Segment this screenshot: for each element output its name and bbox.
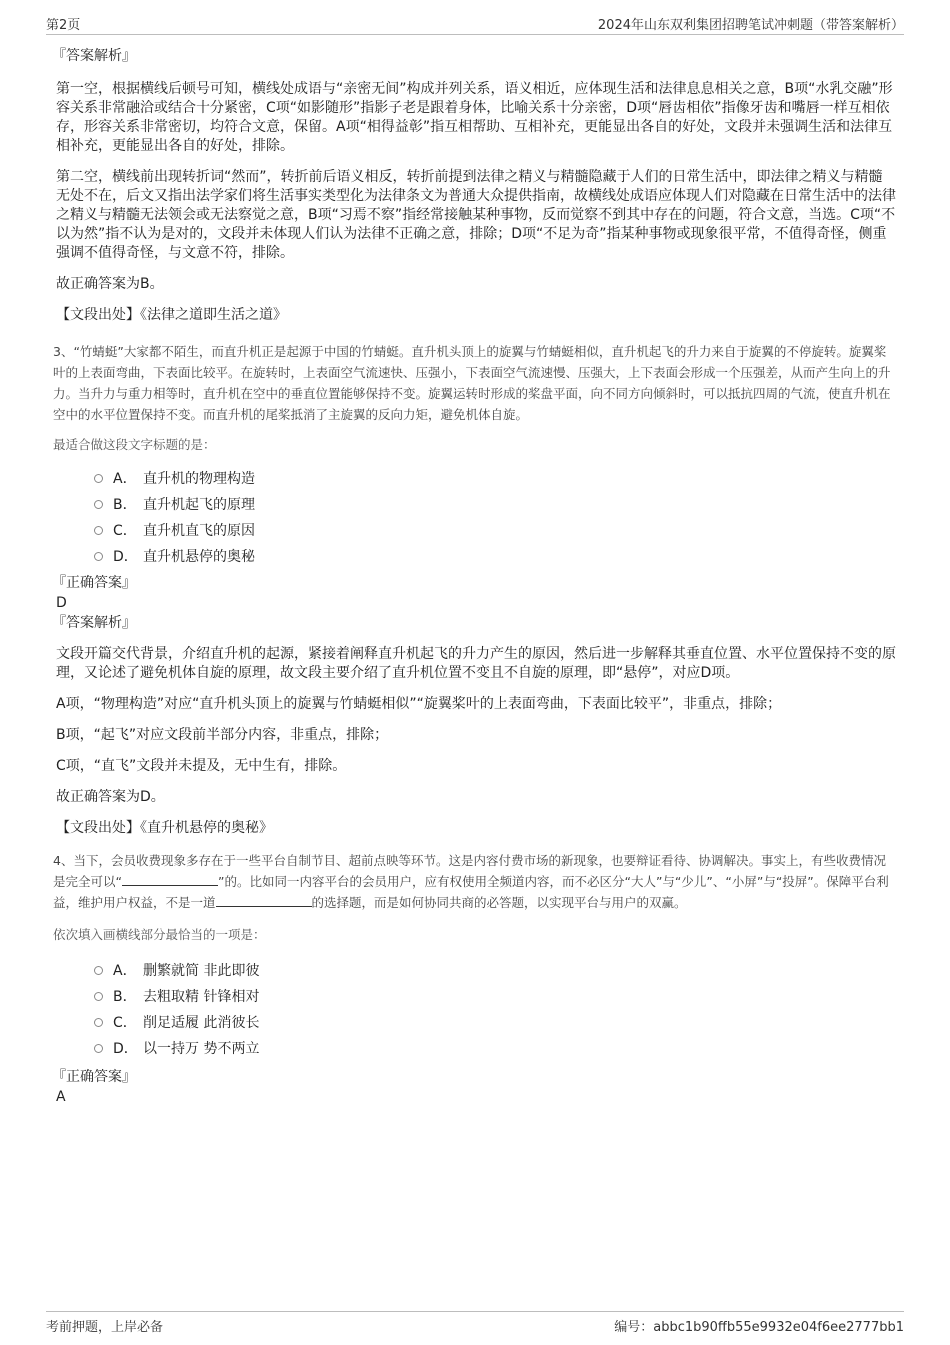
q4-text-part-3: 的选择题，而是如何协同共商的必答题，以实现平台与用户的双赢。 [311,895,687,910]
q2-analysis-para-1: 第一空，根据横线后顿号可知，横线处成语与“亲密无间”构成并列关系，语义相近，应体现生活和法律息息相关之意，B项“水乳交融”形容关系非常融洽或结合十分紧密，C项“如影随形”指影子老是跟着身体，比喻关系十分亲密，D项“唇齿相依”指像牙齿和嘴唇一样互相依存，形容关系非常密切，均符合文意，保留。A项“相得益彰”指互相帮助、互相补充，更能显出各自的好处，文段并未强调生活和法律互相补充，更能显出各自的好处，排除。 [56,81,893,154]
q2-analysis-label: 『答案解析』 [52,48,136,64]
page-header [46,12,904,35]
option-text: 删繁就简 非此即彼 [143,963,260,979]
radio-button-icon[interactable] [94,992,103,1001]
q2-analysis-para-2: 第二空，横线前出现转折词“然而”，转折前后语义相反，转折前提到法律之精义与精髓隐藏于人们的日常生活中，即法律之精义与精髓无处不在，后文又指出法学家们将生活事实类型化为法律条文为普通大众提供指南，故横线处成语应体现人们对隐藏在日常生活中的法律之精义与精髓无法领会或无法察觉之意，B项“习焉不察”指经常接触某种事物，反而觉察不到其中存在的问题，符合文意，当选。C项“不以为然”指不认为是对的，文段并未体现人们认为法律不正确之意，排除；D项“不足为奇”指某种事物或现象很平常，不值得奇怪，侧重强调不值得奇怪，与文意不符，排除。 [56,169,896,261]
option-letter: D． [113,549,138,565]
option-letter: D． [113,1041,138,1057]
q4-options [56,957,896,1061]
q4-option-c[interactable] [94,1009,896,1035]
q4-prompt: 依次填入画横线部分最恰当的一项是： [53,927,266,942]
option-text: 直升机悬停的奥秘 [143,549,255,565]
q3-analysis-para-1: 文段开篇交代背景，介绍直升机的起源，紧接着阐释直升机起飞的升力产生的原因，然后进一步解释其垂直位置、水平位置保持不变的原理，又论述了避免机体自旋的原理，故文段主要介绍了直升机位置不变且不自旋的原理，即“悬停”，对应D项。 [56,646,896,681]
q4-answer-label: 『正确答案』 [52,1069,136,1085]
radio-button-icon[interactable] [94,474,103,483]
q4-option-a[interactable] [94,957,896,983]
q2-conclusion: 故正确答案为B。 [56,276,164,292]
radio-button-icon[interactable] [94,1044,103,1053]
page-number: 第2页 [46,18,81,33]
option-letter: A． [113,963,137,979]
page-footer [46,1311,904,1336]
q3-option-d[interactable] [94,543,896,569]
radio-button-icon[interactable] [94,500,103,509]
q3-source: 【文段出处】《直升机悬停的奥秘》 [56,820,273,836]
document-content [52,46,896,1107]
q3-analysis-label: 『答案解析』 [52,615,136,631]
option-text: 直升机起飞的原理 [143,497,255,513]
footer-slogan: 考前押题，上岸必备 [46,1320,164,1335]
option-letter: B． [113,497,137,513]
option-text: 以一持万 势不两立 [143,1041,260,1057]
option-letter: C． [113,523,137,539]
radio-button-icon[interactable] [94,552,103,561]
option-text: 削足适履 此消彼长 [143,1015,260,1031]
radio-button-icon[interactable] [94,1018,103,1027]
document-id: 编号：abbc1b90ffb55e9932e04f6ee2777bb1 [614,1320,904,1335]
q4-question-text [53,850,896,913]
radio-button-icon[interactable] [94,966,103,975]
q4-answer-value: A [56,1089,66,1105]
q3-answer-value: D [56,595,67,611]
q3-answer-label: 『正确答案』 [52,575,136,591]
document-title: 2024年山东双利集团招聘笔试冲刺题（带答案解析） [597,18,904,33]
q4-text-part-2: ”的。比如同一内容平台的会员用户，应有权使用全频道内容，而不必区分“大人”与“少儿”、“小屏”与“投屏”。保障平台利益，维护用户权益，不是一道 [53,874,889,910]
q3-conclusion: 故正确答案为D。 [56,789,165,805]
q3-analysis-para-4: C项，“直飞”文段并未提及，无中生有，排除。 [56,758,347,774]
q4-option-b[interactable] [94,983,896,1009]
option-text: 去粗取精 针锋相对 [143,989,260,1005]
q3-analysis-para-2: A项，“物理构造”对应“直升机头顶上的旋翼与竹蜻蜓相似”“旋翼桨叶的上表面弯曲，下表面比较平”，非重点，排除； [56,696,782,712]
q3-question-text: 3、“竹蜻蜓”大家都不陌生，而直升机正是起源于中国的竹蜻蜓。直升机头顶上的旋翼与竹蜻蜓相似，直升机起飞的升力来自于旋翼的不停旋转。旋翼桨叶的上表面弯曲，下表面比较平。在旋转时，上表面空气流速快、压强小，下表面空气流速慢、压强大，上下表面会形成一个压强差，从而产生向上的升力。当升力与重力相等时，直升机在空中的垂直位置能够保持不变。旋翼运转时形成的桨盘平面，向不同方向倾斜时，可以抵抗四周的气流，使直升机在空中的水平位置保持不变。而直升机的尾桨抵消了主旋翼的反向力矩，避免机体自旋。 [53,344,891,422]
q3-option-c[interactable] [94,517,896,543]
q3-analysis-para-3: B项，“起飞”对应文段前半部分内容，非重点，排除； [56,727,389,743]
option-letter: B． [113,989,137,1005]
option-text: 直升机的物理构造 [143,471,255,487]
q3-options [56,465,896,569]
option-letter: C． [113,1015,137,1031]
q4-option-d[interactable] [94,1035,896,1061]
q2-source: 【文段出处】《法律之道即生活之道》 [56,307,287,323]
fill-blank-2 [216,894,312,907]
q3-option-a[interactable] [94,465,896,491]
radio-button-icon[interactable] [94,526,103,535]
q3-option-b[interactable] [94,491,896,517]
fill-blank-1 [122,873,218,886]
q3-prompt: 最适合做这段文字标题的是： [53,437,216,452]
option-letter: A． [113,471,137,487]
q4-text-part-1: 4、当下，会员收费现象多存在于一些平台自制节目、超前点映等环节。这是内容付费市场的新现象，也要辩证看待、协调解决。事实上，有些收费情况是完全可以“ [53,853,886,889]
option-text: 直升机直飞的原因 [143,523,255,539]
